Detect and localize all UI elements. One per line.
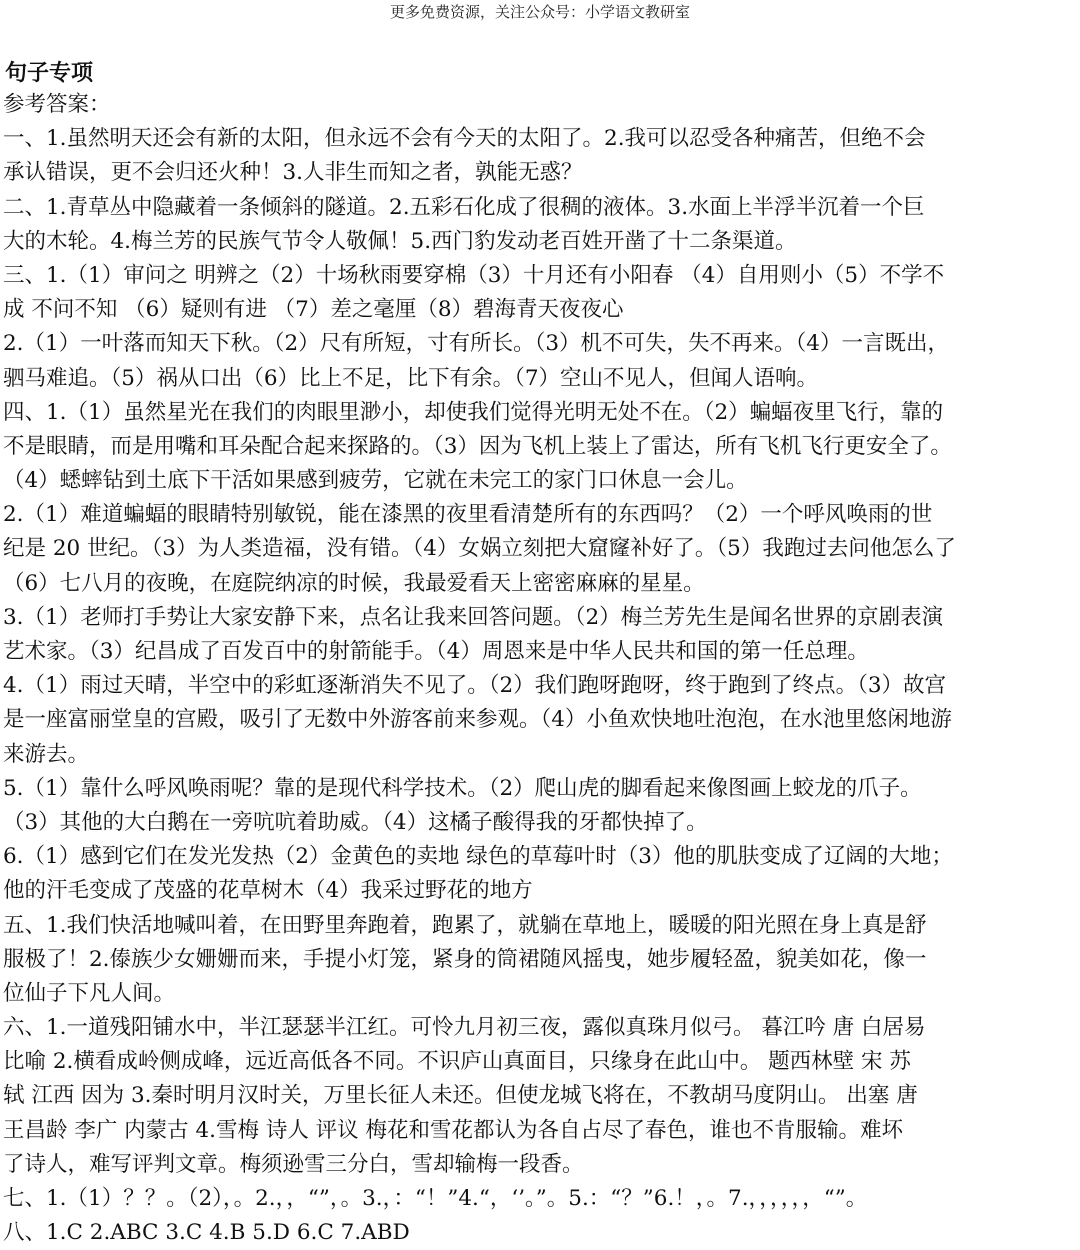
text-line: 轼 江西 因为 3.秦时明月汉时关，万里长征人未还。但使龙城飞将在，不教胡马度阴山。 出塞 唐	[3, 1083, 918, 1109]
text-line: 3.（1）老师打手势让大家安静下来，点名让我来回答问题。（2）梅兰芳先生是闻名世界的京剧表演	[3, 604, 944, 630]
text-line: 承认错误，更不会归还火种！3.人非生而知之者，孰能无惑？	[3, 160, 583, 186]
text-line: 三、1.（1）审问之 明辨之（2）十场秋雨要穿棉（3）十月还有小阳春 （4）自用则小（5）不学不	[3, 262, 945, 288]
text-line: 5.（1）靠什么呼风唤雨呢？靠的是现代科学技术。（2）爬山虎的脚看起来像图画上蛟龙的爪子。	[3, 775, 922, 801]
text-line: 六、1.一道残阳铺水中，半江瑟瑟半江红。可怜九月初三夜，露似真珠月似弓。 暮江吟 唐 白居易	[3, 1015, 926, 1041]
text-line: 是一座富丽堂皇的宫殿，吸引了无数中外游客前来参观。（4）小鱼欢快地吐泡泡，在水池里悠闲地游	[3, 707, 952, 733]
text-line: 一、1.虽然明天还会有新的太阳，但永远不会有今天的太阳了。2.我可以忍受各种痛苦，但绝不会	[3, 126, 926, 152]
answer-text-body	[3, 88, 1078, 1250]
text-line: 服极了！2.傣族少女姗姗而来，手提小灯笼，紧身的筒裙随风摇曳，她步履轻盈，貌美如花，像一	[3, 946, 927, 972]
text-line: 五、1.我们快活地喊叫着，在田野里奔跑着，跑累了，就躺在草地上，暖暖的阳光照在身上真是舒	[3, 912, 927, 938]
text-line: （4）蟋蟀钻到土底下干活如果感到疲劳，它就在未完工的家门口休息一会儿。	[3, 468, 748, 494]
page-title: 句子专项	[5, 61, 94, 86]
text-line: 2.（1）难道蝙蝠的眼睛特别敏锐，能在漆黑的夜里看清楚所有的东西吗？（2）一个呼风唤雨的世	[3, 502, 933, 528]
text-line: （3）其他的大白鹅在一旁吭吭着助威。（4）这橘子酸得我的牙都快掉了。	[3, 809, 708, 835]
page-header: 更多免费资源，关注公众号：小学语文教研室	[389, 3, 690, 21]
text-line: 艺术家。（3）纪昌成了百发百中的射箭能手。（4）周恩来是中华人民共和国的第一任总理。	[3, 639, 869, 664]
text-line: 大的木轮。4.梅兰芳的民族气节令人敬佩！5.西门豹发动老百姓开凿了十二条渠道。	[3, 228, 797, 254]
text-line: 纪是 20 世纪。（3）为人类造福，没有错。（4）女娲立刻把大窟窿补好了。（5）我跑过去问他怎么了	[3, 536, 956, 562]
text-line: （6）七八月的夜晚，在庭院纳凉的时候，我最爱看天上密密麻麻的星星。	[3, 570, 705, 596]
text-line: 了诗人，难写评判文章。梅须逊雪三分白，雪却输梅一段香。	[3, 1151, 584, 1177]
text-line: 4.（1）雨过天晴，半空中的彩虹逐渐消失不见了。（2）我们跑呀跑呀，终于跑到了终点。（3）故宫	[3, 673, 947, 699]
text-line: 来游去。	[3, 741, 90, 767]
text-line: 驷马难追。（5）祸从口出（6）比上不足，比下有余。（7）空山不见人，但闻人语响。	[3, 365, 819, 391]
text-line: 七、1.（1）？？。（2），。2.，，“”，。3.，：“！”4.“，‘’。”。5.：“？”6.！，。7.，，，，，，“”。	[3, 1186, 868, 1211]
text-line: 不是眼睛，而是用嘴和耳朵配合起来探路的。（3）因为飞机上装上了雷达，所有飞机飞行更安全了。	[3, 433, 952, 459]
text-line: 比喻 2.横看成岭侧成峰，远近高低各不同。不识庐山真面目，只缘身在此山中。 题西林壁 宋 苏	[3, 1049, 911, 1075]
text-line: 二、1.青草丛中隐藏着一条倾斜的隧道。2.五彩石化成了很稠的液体。3.水面上半浮半沉着一个巨	[3, 194, 925, 220]
text-line: 6.（1）感到它们在发光发热（2）金黄色的卖地 绿色的草莓叶时（3）他的肌肤变成了辽阔的大地；	[3, 844, 953, 870]
text-line: 他的汗毛变成了茂盛的花草树木（4）我采过野花的地方	[3, 878, 533, 904]
text-line: 王昌龄 李广 内蒙古 4.雪梅 诗人 评议 梅花和雪花都认为各自占尽了春色，谁也不肯服输。难坏	[3, 1117, 904, 1143]
text-line: 八、1.C 2.ABC 3.C 4.B 5.D 6.C 7.ABD	[3, 1220, 410, 1246]
text-line: 位仙子下凡人间。	[3, 980, 176, 1006]
text-line: 2.（1）一叶落而知天下秋。（2）尺有所短，寸有所长。（3）机不可失，失不再来。（4）一言既出，	[3, 331, 949, 357]
text-line: 四、1.（1）虽然星光在我们的肉眼里渺小，却使我们觉得光明无处不在。（2）蝙蝠夜里飞行，靠的	[3, 399, 944, 425]
text-line: 参考答案：	[3, 92, 111, 117]
text-line: 成 不问不知 （6）疑则有进 （7）差之毫厘（8）碧海青天夜夜心	[3, 297, 624, 323]
